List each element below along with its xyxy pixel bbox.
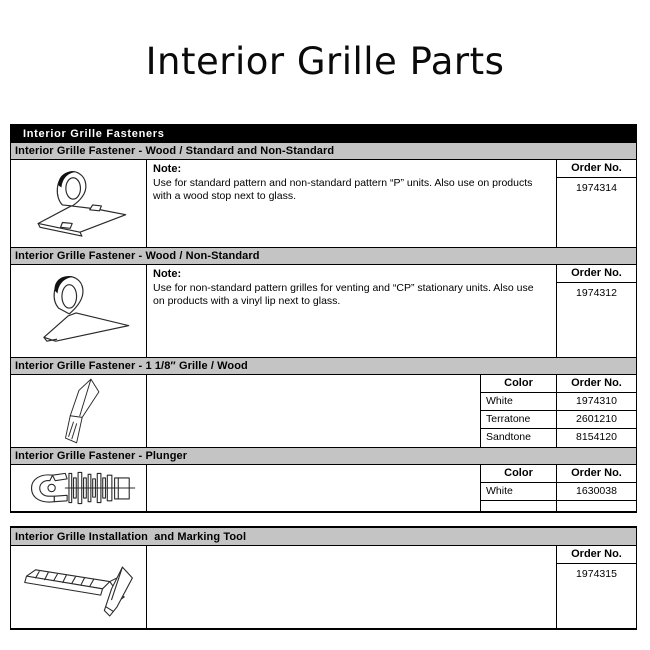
note-cell [147, 160, 557, 247]
order-no-value: 1974314 [576, 182, 617, 194]
order-no-column [557, 160, 636, 247]
plunger-fastener-icon [11, 465, 147, 511]
section-wood-standard [11, 160, 636, 247]
color-value: White [481, 393, 556, 411]
empty-cell [147, 465, 481, 511]
section-header-wood-nonstandard: Interior Grille Fastener - Wood / Non-Standard [11, 247, 636, 265]
wood-standard-fastener-icon [11, 160, 147, 247]
order-no-value: 1974310 [557, 393, 636, 411]
order-no-header: Order No. [557, 160, 636, 178]
installation-tool-header: Interior Grille Installation and Marking Tool [11, 528, 636, 546]
page-title: Interior Grille Parts [145, 40, 505, 83]
empty-cell [147, 546, 557, 628]
order-no-column [557, 265, 636, 357]
section-plunger [11, 465, 636, 511]
color-value: Sandtone [486, 431, 531, 443]
empty-cell [147, 375, 481, 447]
section-wood-nonstandard [11, 265, 636, 357]
color-value: White [481, 483, 556, 501]
section-installation-tool [11, 546, 636, 628]
note-cell [147, 265, 557, 357]
installation-tool-table [10, 526, 637, 630]
order-no-header: Order No. [557, 546, 636, 564]
order-no-value: 1974312 [576, 287, 617, 299]
installation-marking-tool-icon [11, 546, 147, 628]
color-column [481, 375, 557, 447]
fasteners-table-header: Interior Grille Fasteners [11, 125, 636, 142]
order-no-column [557, 375, 636, 447]
note-label: Note: [153, 268, 182, 280]
color-value: Terratone [481, 411, 556, 429]
color-header: Color [481, 375, 556, 393]
color-header: Color [481, 465, 556, 483]
order-no-value: 1630038 [557, 483, 636, 501]
section-header-grille-wood: Interior Grille Fastener - 1 1/8″ Grille / Wood [11, 357, 636, 375]
wood-nonstandard-fastener-icon [11, 265, 147, 357]
order-no-value: 2601210 [557, 411, 636, 429]
order-no-header: Order No. [557, 375, 636, 393]
color-column [481, 465, 557, 511]
order-no-column [557, 546, 636, 628]
note-text: Use for standard pattern and non-standard pattern “P” units. Also use on products with a wood stop next to glass. [153, 176, 533, 203]
parts-document [10, 124, 637, 630]
section-header-plunger: Interior Grille Fastener - Plunger [11, 447, 636, 465]
order-no-column [557, 465, 636, 511]
order-no-value: 8154120 [576, 431, 617, 443]
note-text: Use for non-standard pattern grilles for venting and “CP” stationary units. Also use on products with a vinyl lip next to glass. [153, 281, 534, 308]
fasteners-table [10, 124, 637, 513]
order-no-header: Order No. [557, 265, 636, 283]
section-header-wood-standard: Interior Grille Fastener - Wood / Standard and Non-Standard [11, 142, 636, 160]
note-label: Note: [153, 163, 182, 175]
section-grille-wood [11, 375, 636, 447]
order-no-header: Order No. [557, 465, 636, 483]
grille-wood-fastener-icon [11, 375, 147, 447]
order-no-value: 1974315 [576, 568, 617, 580]
